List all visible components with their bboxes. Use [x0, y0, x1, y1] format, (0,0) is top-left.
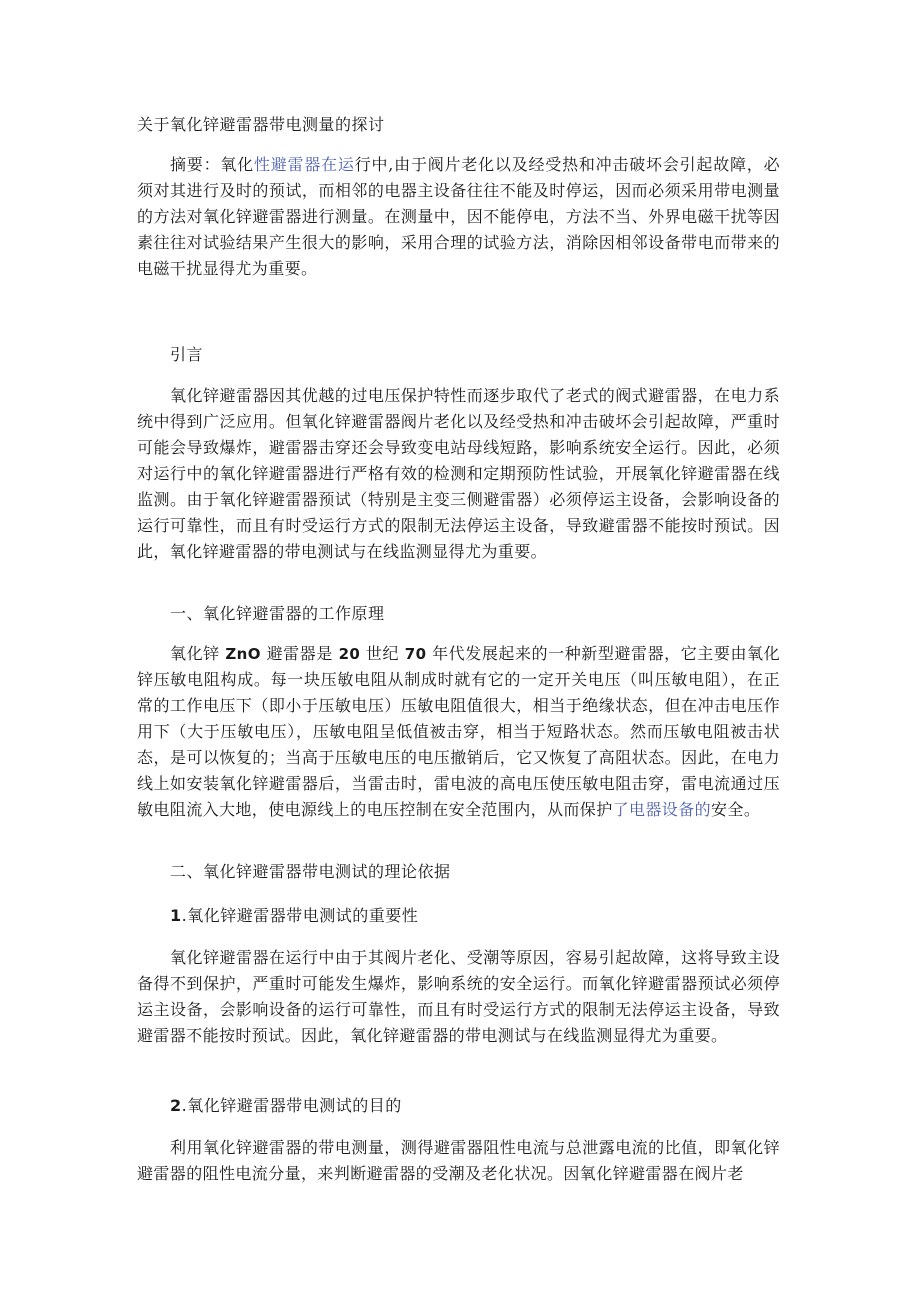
sub1-heading-text: .氧化锌避雷器带电测试的重要性	[181, 906, 419, 925]
sub2-number: 2	[170, 1096, 182, 1115]
document-title: 关于氧化锌避雷器带电测量的探讨	[137, 115, 385, 134]
section1-heading: 一、氧化锌避雷器的工作原理	[170, 604, 385, 623]
section1-text-4: 年代发展起来的一种新型避雷器，它主要由氧化锌压敏电阻构成。每一块压敏电阻从制成时就有它的一定开关电压（叫压敏电阻），在正常的工作电压下（即小于压敏电压）压敏电阻值很大，相当于绝缘状态，但在冲击电压作用下（大于压敏电压），压敏电阻呈低值被击穿，相当于短路状态。然而压敏电阻被击状态，是可以恢复的；当高于压敏电压的电压撤销后，它又恢复了高阻状态。因此，在电力线上如安装氧化锌避雷器后，当雷击时，雷电波的高电压使压敏电阻击穿，雷电流通过压敏电阻流入大地，使电源线上的电压控制在安全范围内，从而保护	[137, 644, 781, 819]
section1-link[interactable]: 了电器设备的	[612, 800, 712, 819]
abstract-rest: 行中,由于阀片老化以及经受热和冲击破坏会引起故障，必须对其进行及时的预试，而相邻的电器主设备往往不能及时停运，因而必须采用带电测量的方法对氧化锌避雷器进行测量。在测量中，因不能停电，方法不当、外界电磁干扰等因素往往对试验结果产生很大的影响，采用合理的试验方法，消除因相邻设备带电而带来的电磁干扰显得尤为重要。	[137, 155, 780, 278]
section1-text-1: 氧化锌	[170, 644, 226, 663]
sub2-heading-text: .氧化锌避雷器带电测试的目的	[181, 1096, 402, 1115]
abstract-link[interactable]: 性避雷器在运	[253, 155, 355, 174]
section1-zno: ZnO	[225, 645, 261, 663]
sub2-paragraph: 利用氧化锌避雷器的带电测量，测得避雷器阻性电流与总泄露电流的比值，即氧化锌避雷器的阻性电流分量，来判断避雷器的受潮及老化状况。因氧化锌避雷器在阀片老	[137, 1138, 780, 1183]
abstract-lead: 摘要：氧化	[170, 155, 254, 174]
abstract-paragraph	[137, 152, 780, 282]
section1-text-2: 避雷器是	[260, 644, 339, 663]
sub1-heading	[170, 905, 418, 927]
section1-number-70: 70	[404, 645, 427, 663]
sub1-number: 1	[170, 906, 182, 925]
intro-heading: 引言	[170, 345, 204, 364]
sub1-paragraph: 氧化锌避雷器在运行中由于其阀片老化、受潮等原因，容易引起故障，这将导致主设备得不到保护，严重时可能发生爆炸，影响系统的安全运行。而氧化锌避雷器预试必须停运主设备，会影响设备的运行可靠性，而且有时受运行方式的限制无法停运主设备，导致避雷器不能按时预试。因此，氧化锌避雷器的带电测试与在线监测显得尤为重要。	[137, 948, 780, 1045]
section1-number-20: 20	[338, 645, 361, 663]
section1-text-5: 安全。	[711, 800, 761, 819]
section1-paragraph	[137, 641, 780, 823]
sub2-heading	[170, 1095, 402, 1117]
intro-paragraph: 氧化锌避雷器因其优越的过电压保护特性而逐步取代了老式的阀式避雷器，在电力系统中得到广泛应用。但氧化锌避雷器阀片老化以及经受热和冲击破坏会引起故障，严重时可能会导致爆炸，避雷器击穿还会导致变电站母线短路，影响系统安全运行。因此，必须对运行中的氧化锌避雷器进行严格有效的检测和定期预防性试验，开展氧化锌避雷器在线监测。由于氧化锌避雷器预试（特别是主变三侧避雷器）必须停运主设备，会影响设备的运行可靠性，而且有时受运行方式的限制无法停运主设备，导致避雷器不能按时预试。因此，氧化锌避雷器的带电测试与在线监测显得尤为重要。	[137, 386, 780, 561]
section1-text-3: 世纪	[360, 644, 405, 663]
section2-heading: 二、氧化锌避雷器带电测试的理论依据	[170, 862, 451, 881]
